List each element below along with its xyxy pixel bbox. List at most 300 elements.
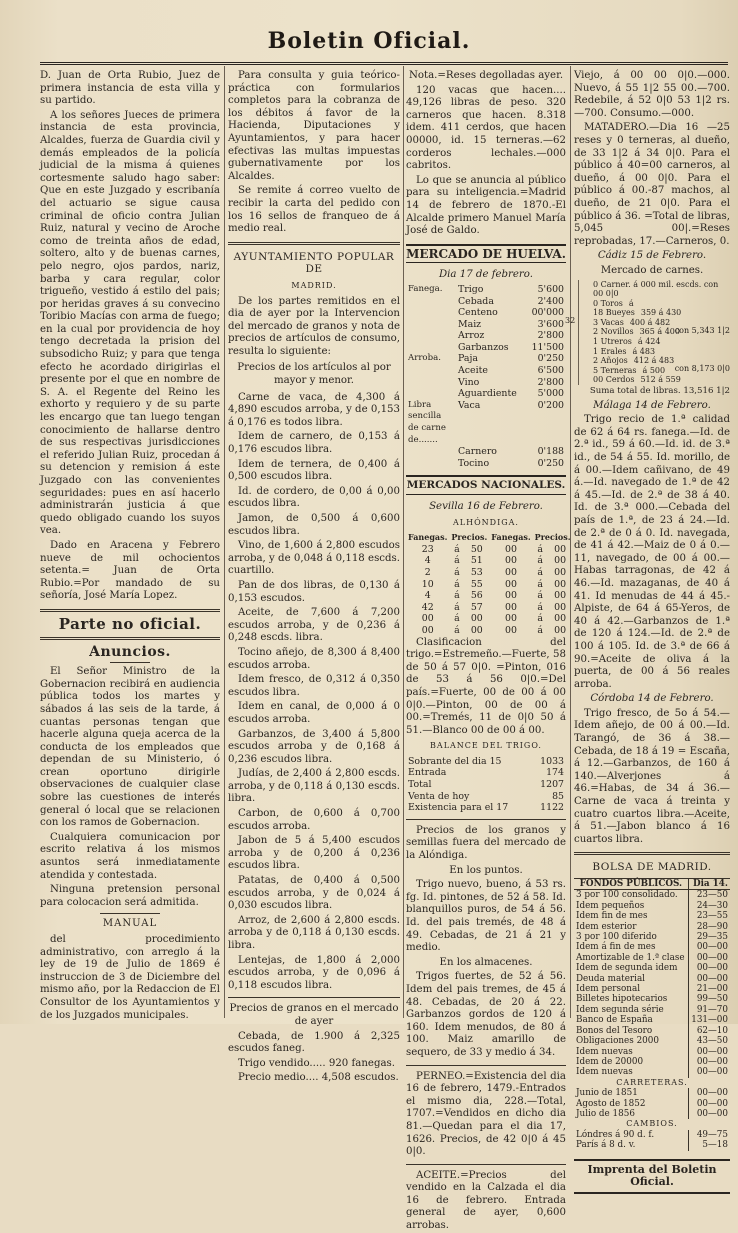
huelva-row [406, 365, 566, 377]
huelva-table [406, 284, 566, 470]
huelva-item: Centeno [458, 307, 498, 319]
manual-continued: Para consulta y guia teórico-práctica con formularios completos para la cobranza de los débitos á favor de la Hacienda, Diputaciones y Ayuntamientos, y para hacer efectivas las multas impuestas gubernativamente por los Alcaldes. [228, 70, 400, 182]
huelva-row [406, 284, 566, 296]
fondos-value: 00—00 [688, 1047, 730, 1057]
price-item: Tocino añejo, de 8,300 á 8,400 escudos arroba. [228, 646, 400, 671]
sevilla-cell: 00 [505, 555, 517, 567]
fondos-row [574, 1036, 730, 1046]
bolsa-table [574, 878, 730, 1151]
carnes-item: 5 Terneras [593, 365, 637, 375]
sevilla-cell: 23 [421, 543, 434, 555]
huelva-price: 0'250 [537, 457, 564, 469]
perneo-text: PERNEO.=Existencia del dia 16 de febrero, 1479.-Entrados el mismo dia, 228.—Total, 1707.=Vendidos en dicho dia 81.—Quedan para el dia 17, 1626. Precios, de 42 0|0 á 45 0|0. [406, 1070, 566, 1158]
price-item: Idem fresco, de 0,312 á 0,350 escudos libra. [228, 674, 400, 698]
balance-row [406, 779, 566, 791]
carnes-price: á [628, 298, 634, 308]
fondos-row [574, 890, 730, 901]
sevilla-date: Sevilla 16 de Febrero. [429, 501, 543, 512]
sevilla-column-header: Fanegas. [408, 532, 448, 543]
precio-medio: Precio medio.... 4,508 escudos. [238, 1072, 399, 1084]
matadero-text: MATADERO.—Dia 16 —25 reses y 0 terneras, al dueño, de 33 1|2 á 34 0|0. Para el público á 40=00 carneros, al dueño, á 00 0|0. Para el público á 00.-87 machos, al dueño, de 21 0|0. Para el público á 36. =Total de libras, 5,045 00|.=Reses reprobadas, 17.—Carneros, 0. [574, 122, 730, 247]
price-item: Jamon, de 0,500 á 0,600 escudos libra. [228, 513, 400, 537]
market-intro: De los partes remitidos en el dia de ayer por la Intervencion del mercado de granos y nota de precios de artículos de consumo, resulta lo siguiente: [228, 295, 400, 357]
en-puntos: En los puntos. [449, 864, 523, 876]
section-rule [574, 852, 730, 855]
section-rule [406, 1065, 566, 1066]
price-item: Pan de dos libras, de 0,130 á 0,153 escudos. [228, 579, 400, 604]
dia-header: Dia 14. [688, 879, 730, 890]
sevilla-column-header: Precios. [534, 532, 571, 543]
huelva-price: 0'250 [537, 353, 564, 365]
carnes-row [593, 299, 730, 309]
sevilla-cell: á [454, 555, 460, 567]
fondos-row [574, 1067, 730, 1077]
carnes-price: 365 á 400 [639, 327, 680, 337]
price-item: Carne de vaca, de 4,300 á 4,890 escudos arroba, y de 0,153 á 0,176 es todos libra. [228, 391, 401, 428]
huelva-item: Trigo [458, 283, 484, 295]
balance-value: 85 [552, 790, 564, 802]
fondos-label: Idem nuevas [576, 1046, 633, 1057]
sevilla-cell: 56 [470, 590, 483, 602]
huelva-group-label [406, 319, 456, 331]
huelva-item: Tocino [458, 457, 490, 469]
huelva-item: Aguardiente [458, 388, 517, 400]
carnes-total-number: 32 [565, 315, 576, 325]
balance-row [406, 791, 566, 803]
sevilla-cell: 00 [505, 613, 517, 625]
huelva-group-label [406, 342, 456, 354]
huelva-row [406, 458, 566, 470]
carnes-title: Mercado de carnes. [600, 264, 704, 276]
huelva-item: Arroz [458, 330, 485, 342]
huelva-group-label [406, 330, 456, 342]
sevilla-cell: 00 [554, 624, 567, 636]
fondos-label: Idem pequeños [576, 900, 645, 911]
malaga-date: Málaga 14 de Febrero. [593, 399, 711, 411]
fondos-row [574, 942, 730, 952]
huelva-price: 2'400 [537, 295, 564, 307]
fondos-value: 23—50 [688, 890, 730, 901]
fondos-value: 00—00 [688, 963, 730, 973]
sevilla-cell: á [537, 543, 543, 555]
huelva-price: 5'000 [537, 388, 564, 400]
column-divider [403, 66, 404, 1018]
manual-text: del procedimiento administrativo, con arreglo á la ley de 19 de Julio de 1869 é instruccion de 3 de Diciembre del mismo año, por la Redaccion de El Consultor de los Ayuntamientos y de los Juzgados municipales. [40, 934, 220, 1021]
sevilla-cell: 00 [554, 590, 567, 602]
huelva-date: Dia 17 de febrero. [438, 269, 533, 281]
huelva-price: 2'800 [537, 330, 564, 342]
huelva-row [406, 296, 566, 308]
huelva-price: 5'600 [537, 283, 564, 295]
ayuntamiento-heading: AYUNTAMIENTO POPULAR DE [233, 250, 395, 276]
price-item: Aceite, de 7,600 á 7,200 escudos arroba, y de 0,236 á 0,248 escds. libra. [228, 607, 400, 644]
balance-label: Existencia para el 17 [408, 802, 509, 814]
carnes-price: á 483 [632, 346, 656, 356]
sevilla-cell: 55 [470, 578, 483, 590]
sevilla-table [406, 532, 573, 636]
sevilla-cell: á [454, 624, 460, 636]
huelva-row [406, 330, 566, 342]
short-rule [110, 662, 150, 663]
fondos-label: Banco de España [576, 1015, 653, 1026]
cambios-heading [574, 1119, 730, 1129]
masthead-title: Boletin Oficial. [267, 28, 471, 54]
fondos-value: 29—35 [688, 932, 730, 942]
prices-title: Precios de los artículos al por mayor y menor. [237, 362, 391, 387]
huelva-price: 2'800 [537, 376, 564, 388]
huelva-item: Cebada [458, 295, 494, 307]
sevilla-row [406, 602, 573, 614]
huelva-row [406, 307, 566, 319]
huelva-group-label: Arroba. [408, 353, 441, 364]
cordoba-text: Trigo fresco, de 5o á 54.—Idem añejo, de 00 á 00.—Id. Tarangó, de 36 á 38.—Cebada, de 18 á 19 = Escaña, á 12.—Garbanzos, de 160 á 140.—Alverjones á 46.=Habas, de 34 á 36.—Carne de vaca á treinta y cuatro cuartos libra.—Aceite, á 51.—Jabon blanco á 16 cuartos libra. [574, 707, 730, 845]
sevilla-cell: 50 [470, 543, 483, 555]
fondos-row [574, 1015, 730, 1025]
sevilla-cell: á [454, 543, 460, 555]
carnes-table [565, 279, 730, 386]
fondos-value: 21—00 [688, 984, 730, 994]
huelva-group-label [406, 365, 456, 377]
sevilla-row [406, 579, 573, 591]
huelva-row [406, 377, 566, 389]
nacionales-heading: MERCADOS NACIONALES. [406, 475, 566, 495]
sevilla-column-header: Fanegas. [491, 532, 531, 543]
section-rule [406, 819, 566, 820]
sevilla-cell: 00 [505, 578, 517, 590]
section-rule [406, 1164, 566, 1165]
fondos-label: Idem segunda série [576, 1004, 664, 1015]
carnes-price: á 424 [637, 337, 661, 347]
huelva-row [406, 319, 566, 331]
fondos-value: 5—18 [688, 1140, 730, 1150]
carnes-item: 0 Toros [593, 298, 623, 308]
sevilla-cell: 00 [505, 590, 517, 602]
price-item: Lentejas, de 1,800 á 2,000 escudos arroba, y de 0,096 á 0,118 escudos libra. [228, 954, 400, 991]
fondos-label: Junio de 1851 [576, 1088, 638, 1099]
balance-row [406, 767, 566, 779]
huelva-item: Vaca [458, 399, 481, 411]
price-item: Judías, de 2,400 á 2,800 escds. arroba, y de 0,118 á 0,130 escds. libra. [228, 768, 400, 805]
fondos-label: Idem de segunda idem [576, 963, 678, 974]
huelva-item: Garbanzos [458, 341, 509, 353]
fondos-value: 00—00 [688, 1109, 730, 1119]
sevilla-cell: á [454, 601, 460, 613]
reses-title: Nota.=Reses degolladas ayer. [408, 70, 564, 81]
ministry-notice-2: Cualquiera comunicacion por escrito relativa á los mismos asuntos será inmediatamente atendida y contestada. [40, 831, 220, 881]
price-item: Idem en canal, de 0,000 á 0 escudos arroba. [228, 701, 400, 725]
parte-no-oficial-heading: Parte no oficial. [58, 614, 202, 633]
sevilla-cell: á [454, 578, 460, 590]
fondos-row [574, 1047, 730, 1057]
fondos-row [574, 974, 730, 984]
sevilla-cell: á [454, 590, 460, 602]
fondos-header: FONDOS PÚBLICOS. [574, 879, 688, 890]
almacenes-text: Trigos fuertes, de 52 á 56. Idem del pais tremes, de 45 á 48. Cebadas, de 20 á 22. Garbanzos gordos de 120 á 160. Idem menudos, de 80 á 100. Maiz amarillo de sequero, de 33 y medio á 34. [406, 971, 566, 1058]
fondos-value: 00—00 [688, 1057, 730, 1067]
column-3 [406, 70, 571, 1232]
column-1 [40, 70, 220, 1020]
manual-title: MANUAL [102, 918, 158, 930]
fondos-row [574, 1026, 730, 1036]
carreteras-row [574, 1109, 730, 1119]
carreteras-heading-label: CARRETERAS. [616, 1077, 688, 1087]
sevilla-cell: 00 [421, 624, 434, 636]
sevilla-cell: á [537, 566, 543, 578]
cebada-price: Cebada, de 1.900 á 2,325 escudos faneg. [228, 1030, 400, 1055]
balance-label: Sobrante del dia 15 [408, 755, 502, 767]
sevilla-row [406, 567, 573, 579]
sevilla-row [406, 555, 573, 567]
price-item: Idem de ternera, de 0,400 á 0,500 escudos libra. [228, 458, 400, 483]
sevilla-cell: 00 [554, 578, 567, 590]
fondos-label: Idem nuevas [576, 1067, 633, 1078]
madrid-heading: MADRID. [291, 280, 337, 290]
sevilla-cell: 00 [554, 555, 567, 567]
fondos-label: Billetes hipotecarios [576, 994, 668, 1005]
fondos-value: 24—30 [688, 901, 730, 911]
fondos-row [574, 994, 730, 1004]
fondos-value: 43—50 [688, 1036, 730, 1046]
carnes-row [593, 308, 730, 318]
ministry-notice-3: Ninguna pretension personal para colocacion será admitida. [40, 884, 220, 908]
fondos-row [574, 911, 730, 921]
sevilla-cell: 42 [421, 601, 434, 613]
judge-header: D. Juan de Orta Rubio, Juez de primera instancia de esta villa y su partido. [40, 70, 220, 107]
huelva-item: Maiz [458, 318, 482, 330]
price-item: Id. de cordero, de 0,00 á 0,00 escudos libra. [228, 485, 400, 510]
carnes-item: 1 Utreros [593, 337, 632, 347]
sevilla-cell: á [537, 601, 543, 613]
fondos-row [574, 901, 730, 911]
carnes-con-2: con 8,173 0|0 [674, 363, 730, 373]
sevilla-cell: á [454, 613, 460, 625]
fondos-label: Agosto de 1852 [576, 1098, 646, 1109]
masthead-rule [40, 62, 728, 65]
sevilla-cell: 00 [554, 543, 567, 555]
carnes-item: 00 Cerdos [593, 375, 635, 385]
huelva-group-label [406, 307, 456, 319]
fondos-value: 91—70 [688, 1005, 730, 1015]
sevilla-cell: 51 [470, 555, 483, 567]
price-item: Vino, de 1,600 á 2,800 escudos arroba, y de 0,048 á 0,118 escds. cuartillo. [228, 540, 400, 577]
huelva-price: 11'500 [531, 341, 564, 353]
price-item: Arroz, de 2,600 á 2,800 escds. arroba y de 0,118 á 0,130 escds. libra. [228, 914, 400, 951]
fondos-label: 3 por 100 consolidado. [576, 890, 678, 901]
sevilla-column-header: Precios. [451, 532, 488, 543]
huelva-group-label [406, 458, 456, 470]
sevilla-cell: 10 [421, 578, 434, 590]
fondos-value: 23—55 [688, 911, 730, 921]
fondos-row [574, 963, 730, 973]
sevilla-cell: 2 [424, 566, 431, 578]
fondos-label: Idem de 20000 [576, 1056, 644, 1067]
fondos-label: Julio de 1856 [576, 1108, 635, 1119]
sevilla-cell: 4 [424, 590, 431, 602]
fondos-value: 00—00 [688, 1088, 730, 1098]
carreteras-heading [574, 1078, 730, 1088]
huelva-group-label [406, 388, 456, 400]
huelva-heading: MERCADO DE HUELVA. [406, 244, 566, 264]
fondos-value: 00—00 [688, 1067, 730, 1077]
fondos-value: 62—10 [688, 1026, 730, 1036]
carnes-row [593, 347, 730, 357]
fondos-row [574, 984, 730, 994]
huelva-item: Aceite [458, 365, 488, 377]
sevilla-cell: á [537, 624, 543, 636]
carnes-price: 412 á 483 [633, 356, 675, 366]
cadiz-date: Cádiz 15 de Febrero. [597, 250, 707, 262]
column-4 [565, 70, 730, 1189]
balance-label: Total [408, 779, 432, 791]
carnes-row [593, 337, 730, 347]
carnes-price: 400 á 482 [629, 317, 671, 327]
sevilla-cell: 00 [554, 613, 567, 625]
carnes-item: 2 Añojos [593, 356, 628, 366]
huelva-row [406, 446, 566, 458]
clasificacion-text: Clasificacion del trigo.=Estremeño.—Fuerte, 58 de 50 á 57 0|0. =Pinton, 016 de 53 á 56 0|0.=Del país.=Fuerte, 00 de 00 á 00 0|0.—Pinton, 00 de 00 á 00.=Tremés, 11 de 0|0 50 á 51.—Blanco 00 de 00 á 00. [406, 636, 566, 736]
huelva-price: 00'000 [531, 307, 564, 319]
alhondiga-heading: ALHÓNDIGA. [453, 517, 519, 527]
column-2 [228, 70, 401, 1084]
sevilla-cell: 00 [470, 624, 483, 636]
price-items [228, 392, 400, 993]
huelva-group-label [406, 296, 456, 308]
fondos-label: Lóndres á 90 d. f. [576, 1129, 655, 1140]
fondos-row [574, 1057, 730, 1067]
balance-row [406, 756, 566, 768]
sevilla-cell: á [537, 555, 543, 567]
sevilla-cell: á [537, 590, 543, 602]
sevilla-row [406, 613, 573, 625]
huelva-item: Carnero [458, 446, 497, 458]
edict-text: A los señores Jueces de primera instancia de esta provincia, Alcaldes, fuerza de Guardia civil y demás empleados de la policía judicial de la misma á quienes cortesmente saludo hago saber: Que en este Juzgado y escribanía del actuario se sigue causa criminal de oficio contra Julian Ruiz, natural y vecino de Aroche como de treinta años de edad, soltero, alto y de buenas carnes, pelo negro, ojos pardos, nariz, barba y cara regular, color trigueño, vestido á estilo del pais; por heridas graves á su convecino Toribio Macías con arma de fuego; en la cual por providencia de hoy tengo decretada la prision del subsodicho Ruiz; y para que tenga efecto he acordado dirigirlas el presente por el que en nombre de S. A. el Regente del Reino les exhorto y requiero y de su parte les encargo que tan luego tengan conocimiento de hallarse dentro de sus respectivas jurisdicciones el referido Julian Ruiz, procedan á su detencion y remision á este Juzgado con las convenientes seguridades: pues en así hacerlo administrarán justicia á que quedo obligado cuando los suyos vea. [40, 109, 220, 537]
carnes-price: 512 á 559 [640, 375, 681, 385]
huelva-group-label: Fanega. [408, 283, 443, 294]
carnes-con-1: con 5,343 1|2 [674, 325, 730, 335]
precios-fuera: Precios de los granos y semillas fuera del mercado de la Alóndiga. [406, 824, 566, 862]
huelva-group-label: Libra sencilla de carne de....... [408, 399, 446, 445]
sevilla-row [406, 590, 573, 602]
huelva-group-label [406, 446, 456, 458]
fondos-label: París á 8 d. v. [576, 1140, 636, 1151]
huelva-price: 0'200 [537, 399, 564, 411]
fondos-row [574, 932, 730, 942]
sevilla-cell: 57 [470, 601, 483, 613]
fondos-value: 99—50 [688, 994, 730, 1004]
fondos-value: 00—00 [688, 942, 730, 952]
fondos-value: 131—00 [688, 1015, 730, 1025]
top-prices: Viejo, á 00 00 0|0.—000. Nuevo, á 55 1|2 55 00.—700. Redebile, á 52 0|0 53 1|2 rs.—700. Consumo.—000. [574, 70, 730, 119]
puntos-text: Trigo nuevo, bueno, á 53 rs. fg. Id. pintones, de 52 á 58. Id. blanquillos puros, de 54 á 56. Id. del pais tremés, de 48 á 49. Cebadas, de 21 á 21 y medio. [406, 879, 566, 954]
bolsa-heading: BOLSA DE MADRID. [592, 861, 712, 874]
balance-value: 1033 [540, 755, 564, 767]
cambios-heading-label: CAMBIOS. [626, 1119, 678, 1129]
balance-label: Entrada [408, 767, 447, 779]
section-rule [40, 637, 220, 640]
balance-heading: BALANCE DEL TRIGO. [430, 741, 542, 751]
suma-total: Suma total de libras. 13,516 1|2 [589, 386, 730, 397]
malaga-text: Trigo recio de 1.ª calidad de 62 á 64 rs. fanega.—Id. de 2.ª id., 59 á 60.—Id. id. de 3.ª id., de 54 á 55. Id. morillo, de á 00.—Idem cañivano, de 49 á.—Id. navegado de 1.ª de 42 á 45.—Id. de 2.ª de 38 á 40. Id. de 3.ª 000.—Cebada del país de 1.ª, de 23 á 24.—Id. de 2.ª de 0 á 0. Id. navegada, de 41 á 42.—Maiz de 0 á 0.—11, navegado, de 00 á 00.—Habas tarragonas, de 42 á 46.—Id. mazaganas, de 40 á 41. Id menudas de 44 á 45.-Alpiste, de 64 á 65-Yeros, de 40 á 42.—Garbanzos de 1.ª de 120 á 124.—Id. de 2.ª de 100 á 105. Id. de 3.ª de 66 á 90.=Aceite de oliva á la puerta, de 00 á 56 reales arroba. [574, 414, 730, 690]
balance-row [406, 802, 566, 814]
carreteras-row [574, 1088, 730, 1098]
anuncios-heading: Anuncios. [89, 643, 171, 660]
carnes-item: 0 Carner. á 000 mil. escds. con 00 0|0 [593, 279, 719, 299]
fondos-label: Amortizable de 1.ª clase [576, 952, 685, 963]
sevilla-cell: 4 [424, 555, 431, 567]
trigo-vendido: Trigo vendido..... 920 fanegas. [238, 1057, 396, 1069]
anuncio-text: Lo que se anuncia al público para su inteligencia.=Madrid 14 de febrero de 1870.-El Alcalde primero Manuel María José de Galdo. [406, 174, 566, 237]
carnes-item: 18 Bueyes [593, 308, 635, 318]
sevilla-cell: 00 [554, 566, 567, 578]
reses-text: 120 vacas que hacen.... 49,126 libras de peso. 320 carneros que hacen. 8.318 idem. 411 cerdos, que hacen 00000, id. 15 terneras.—62 corderos lechales.—000 cabritos. [406, 84, 566, 172]
section-rule [228, 997, 400, 998]
imprenta-footer: Imprenta del Boletin Oficial. [574, 1159, 730, 1194]
column-divider [224, 66, 225, 1018]
huelva-row [406, 400, 566, 446]
en-almacenes: En los almacenes. [439, 956, 533, 968]
price-item: Patatas, de 0,400 á 0,500 escudos arroba, y de 0,024 á 0,030 escudos libra. [228, 875, 400, 912]
short-rule [100, 913, 160, 914]
price-item: Garbanzos, de 3,400 á 5,800 escudos arroba y de 0,168 á 0,236 escudos libra. [228, 728, 400, 765]
fondos-label: Bonos del Tesoro [576, 1025, 653, 1036]
sevilla-cell: á [537, 613, 543, 625]
fondos-label: Deuda material [576, 973, 646, 984]
aceite-text: ACEITE.=Precios del vendido en la Calzada el dia 16 de febrero. Entrada general de ayer, 0,600 arrobas. [406, 1169, 566, 1232]
section-rule [228, 242, 400, 245]
balance-value: 1207 [540, 779, 564, 791]
fondos-row [574, 953, 730, 963]
manual-remite: Se remite á correo vuelto de recibir la carta del pedido con los 16 sellos de franqueo de á medio real. [228, 185, 400, 235]
sevilla-cell: á [537, 578, 543, 590]
cambios-row [574, 1140, 730, 1150]
fondos-value: 49—75 [688, 1130, 730, 1140]
cambios-row [574, 1130, 730, 1140]
balance-value: 174 [546, 767, 564, 779]
sevilla-cell: 00 [505, 601, 517, 613]
carreteras-row [574, 1099, 730, 1109]
fondos-value: 00—00 [688, 974, 730, 984]
edict-signature: Dado en Aracena y Febrero nueve de mil ochocientos setenta.= Juan de Orta Rubio.=Por mandado de su señoría, José María Lopez. [40, 539, 220, 602]
balance-label: Venta de hoy [408, 790, 470, 802]
cordoba-date: Córdoba 14 de Febrero. [590, 693, 714, 705]
huelva-price: 0'188 [537, 446, 564, 458]
fondos-label: Idem personal [576, 984, 641, 995]
carnes-price: 359 á 430 [640, 308, 682, 318]
fondos-value: 00—00 [688, 953, 730, 963]
section-rule [40, 609, 220, 612]
price-item: Idem de carnero, de 0,153 á 0,176 escudos libra. [228, 431, 400, 456]
sevilla-cell: 00 [505, 543, 517, 555]
huelva-group-label [406, 377, 456, 389]
fondos-label: Idem fin de mes [576, 911, 648, 922]
sevilla-cell: 00 [554, 601, 567, 613]
huelva-price: 3'600 [537, 318, 564, 330]
huelva-item: Paja [458, 353, 478, 365]
fondos-label: Obligaciones 2000 [576, 1036, 659, 1047]
sevilla-cell: 00 [421, 613, 434, 625]
carnes-item: 1 Erales [593, 346, 627, 356]
fondos-label: Idem á fin de mes [576, 942, 656, 953]
fondos-value: 00—00 [688, 1099, 730, 1109]
fondos-row [574, 1005, 730, 1015]
sevilla-cell: á [454, 566, 460, 578]
carnes-item: 3 Vacas [593, 317, 624, 327]
carnes-row [593, 375, 730, 385]
carnes-price: á 500 [642, 365, 666, 375]
sevilla-row [406, 544, 573, 556]
sevilla-row [406, 625, 573, 637]
balance-table [406, 756, 566, 814]
